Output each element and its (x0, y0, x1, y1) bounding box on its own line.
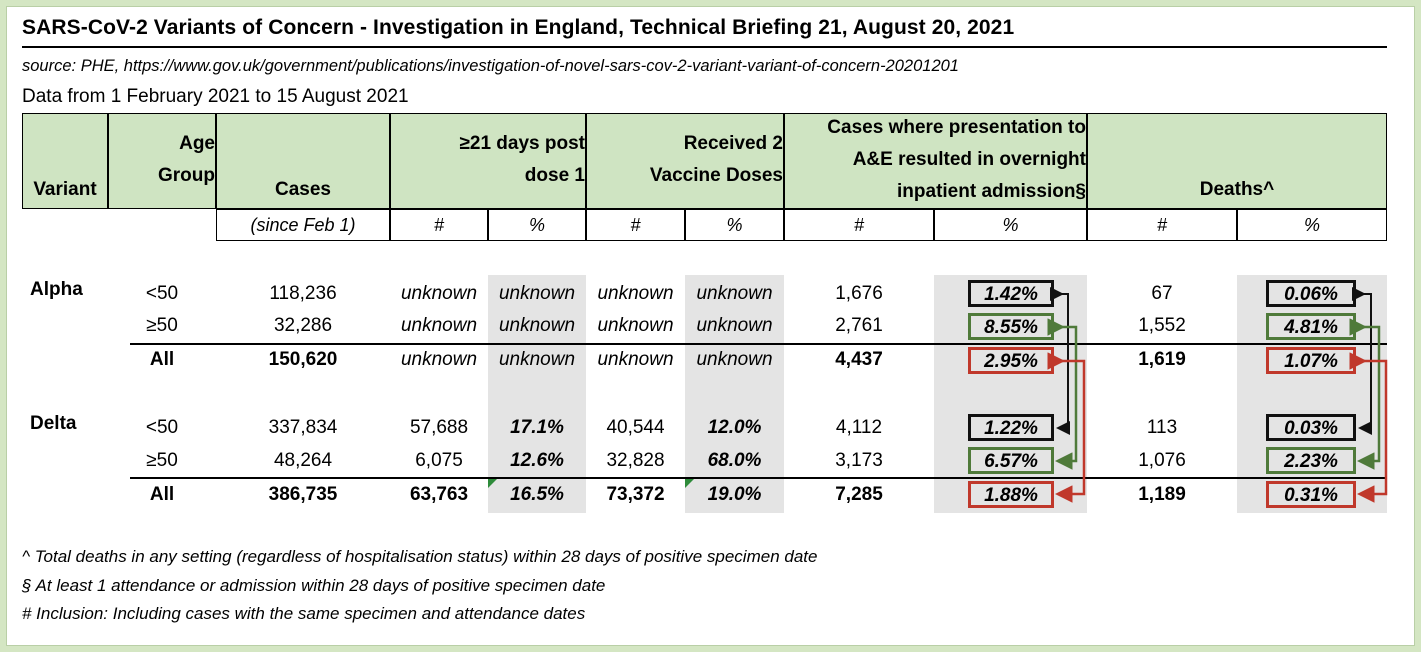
subheader-dose1-count: # (390, 209, 488, 241)
dose1-pct-cell: unknown (498, 315, 576, 336)
dose1-pct-cell: 12.6% (510, 450, 564, 471)
age-cell: ≥50 (146, 315, 178, 336)
age-cell: <50 (145, 283, 179, 304)
ae-pct-cell: 8.55% (968, 313, 1054, 340)
cases-cell: 48,264 (273, 450, 333, 471)
dose1-count-cell: unknown (400, 349, 478, 370)
header-dose1: ≥21 days post dose 1 (390, 113, 586, 209)
dose2-pct-cell: 68.0% (707, 450, 762, 471)
dose2-pct-cell: unknown (696, 349, 773, 370)
dose1-count-cell: 63,763 (409, 484, 469, 505)
age-cell: ≥50 (146, 450, 178, 471)
deaths-pct-cell: 0.06% (1266, 280, 1356, 307)
subheader-ae-pct: % (934, 209, 1087, 241)
dose2-count-cell: 73,372 (606, 484, 665, 505)
ae-pct-cell: 6.57% (968, 447, 1054, 474)
footnote-deaths: ^ Total deaths in any setting (regardless of hospitalisation status) within 28 days of positive specimen date (22, 547, 818, 566)
deaths-count-cell: 113 (1146, 417, 1178, 438)
table-header (22, 113, 1387, 241)
ae-count-cell: 7,285 (835, 484, 883, 505)
dose2-count-cell: unknown (597, 315, 674, 336)
age-cell: <50 (145, 417, 179, 438)
deaths-count-cell: 1,552 (1138, 315, 1186, 336)
deaths-count-cell: 67 (1151, 283, 1173, 304)
variant-label: Alpha (30, 279, 83, 300)
dose1-pct-cell: 17.1% (510, 417, 564, 438)
footnote-inclusion: # Inclusion: Including cases with the same specimen and attendance dates (22, 604, 586, 623)
footnote-admission: § At least 1 attendance or admission within 28 days of positive specimen date (22, 576, 606, 595)
header-age-group: Age Group (108, 113, 216, 209)
ae-pct-cell: 1.42% (968, 280, 1054, 307)
deaths-pct-cell: 1.07% (1266, 347, 1356, 374)
cases-cell: 150,620 (268, 349, 338, 370)
ae-pct-cell: 1.88% (968, 481, 1054, 508)
source-line: source: PHE, https://www.gov.uk/government/publications/investigation-of-novel-sars-cov-2-variant-variant-of-concern-20201201 (22, 57, 959, 75)
ae-count-cell: 2,761 (835, 315, 883, 336)
deaths-count-cell: 1,619 (1138, 349, 1186, 370)
header-ae-admission: Cases where presentation to A&E resulted in overnight inpatient admission§ (784, 113, 1087, 209)
dose2-pct-cell: unknown (696, 283, 773, 304)
dose2-count-cell: 32,828 (606, 450, 665, 471)
cases-cell: 32,286 (273, 315, 333, 336)
deaths-pct-cell: 2.23% (1266, 447, 1356, 474)
dose1-pct-cell: 16.5% (510, 484, 564, 505)
header-variant: Variant (22, 113, 108, 209)
dose2-count-cell: 40,544 (606, 417, 665, 438)
ae-count-cell: 4,437 (835, 349, 883, 370)
ae-count-cell: 1,676 (835, 283, 883, 304)
deaths-count-cell: 1,076 (1138, 450, 1186, 471)
header-deaths: Deaths^ (1087, 113, 1387, 209)
dose2-count-cell: unknown (597, 283, 674, 304)
header-cases: Cases (216, 113, 390, 209)
dose2-pct-cell: 12.0% (707, 417, 762, 438)
age-cell: All (149, 484, 175, 505)
age-cell: All (149, 349, 175, 370)
header-dose2: Received 2 Vaccine Doses (586, 113, 784, 209)
subheader-deaths-pct: % (1237, 209, 1387, 241)
subheader-dose1-pct: % (488, 209, 586, 241)
date-range: Data from 1 February 2021 to 15 August 2021 (22, 86, 409, 107)
delta-total-rule (130, 477, 1387, 479)
page-title: SARS-CoV-2 Variants of Concern - Investigation in England, Technical Briefing 21, August 20, 2021 (22, 16, 1015, 39)
dose2-count-cell: unknown (597, 349, 674, 370)
ae-pct-cell: 1.22% (968, 414, 1054, 441)
deaths-count-cell: 1,189 (1138, 484, 1186, 505)
dose1-count-cell: 57,688 (409, 417, 469, 438)
title-divider (22, 46, 1387, 48)
dose1-count-cell: unknown (400, 283, 478, 304)
subheader-dose2-pct: % (685, 209, 784, 241)
deaths-pct-cell: 0.31% (1266, 481, 1356, 508)
subheader-ae-count: # (784, 209, 934, 241)
ae-count-cell: 3,173 (835, 450, 883, 471)
ae-pct-cell: 2.95% (968, 347, 1054, 374)
dose1-pct-cell: unknown (498, 349, 576, 370)
subheader-deaths-count: # (1087, 209, 1237, 241)
subheader-dose2-count: # (586, 209, 685, 241)
dose1-count-cell: unknown (400, 315, 478, 336)
cases-cell: 386,735 (268, 484, 338, 505)
dose2-pct-cell: unknown (696, 315, 773, 336)
ae-count-cell: 4,112 (835, 417, 883, 438)
subheader-since: (since Feb 1) (216, 209, 390, 241)
deaths-pct-cell: 0.03% (1266, 414, 1356, 441)
cases-cell: 118,236 (269, 283, 337, 304)
variant-label: Delta (30, 413, 77, 434)
dose1-pct-cell: unknown (498, 283, 576, 304)
cases-cell: 337,834 (268, 417, 338, 438)
deaths-pct-cell: 4.81% (1266, 313, 1356, 340)
dose2-pct-cell: 19.0% (707, 484, 762, 505)
dose1-count-cell: 6,075 (415, 450, 463, 471)
